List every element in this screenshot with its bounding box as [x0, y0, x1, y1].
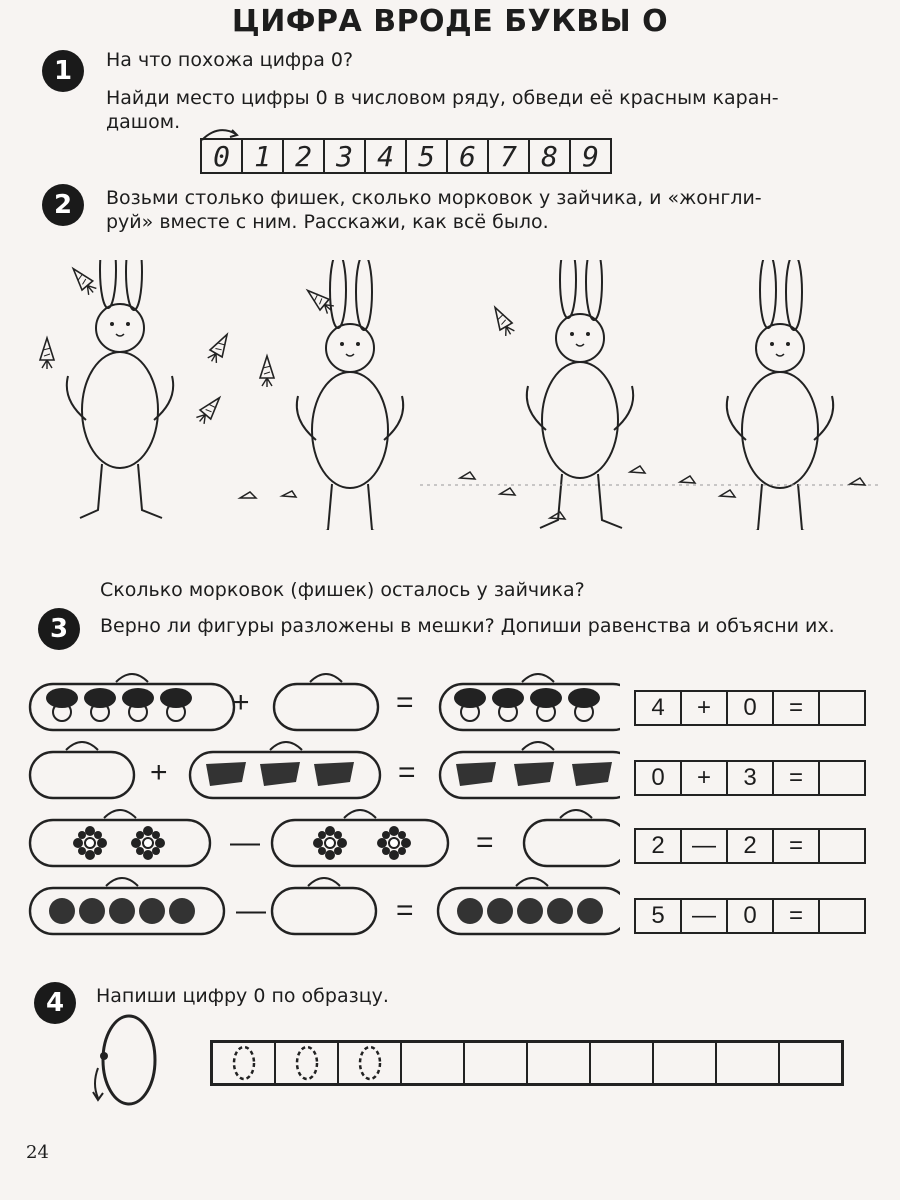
- tracing-cell[interactable]: [339, 1043, 402, 1083]
- bag: [30, 820, 210, 866]
- carrot-icon: [240, 492, 256, 498]
- carrot-icon: [500, 488, 515, 495]
- dot-shapes: [49, 898, 195, 924]
- carrot-icon: [260, 356, 274, 387]
- writing-cell[interactable]: [654, 1043, 717, 1083]
- mushroom-shapes: [46, 688, 192, 721]
- equals-sign: =: [476, 826, 494, 859]
- carrot-icon: [282, 491, 296, 497]
- eq-cell: +: [682, 692, 728, 724]
- answer-cell[interactable]: [820, 692, 864, 724]
- flag-icon: [206, 762, 354, 786]
- operator: —: [230, 826, 260, 859]
- dashed-zero-icon: [226, 1045, 262, 1081]
- task-number-2: 2: [42, 184, 84, 226]
- equals-sign: =: [396, 686, 414, 719]
- carrot-icon: [630, 466, 645, 473]
- eq-cell: =: [774, 830, 820, 862]
- number-cell[interactable]: 1: [243, 140, 284, 172]
- dot-shapes: [457, 898, 603, 924]
- writing-cell[interactable]: [717, 1043, 780, 1083]
- carrot-icon: [68, 264, 99, 297]
- task-number-1: 1: [42, 50, 84, 92]
- dashed-zero-icon: [352, 1045, 388, 1081]
- task3-question: Сколько морковок (фишек) осталось у зайчика?: [100, 579, 585, 601]
- flower-icon: [313, 826, 411, 860]
- number-cell[interactable]: 4: [366, 140, 407, 172]
- number-cell[interactable]: 8: [530, 140, 571, 172]
- number-line: [200, 138, 612, 174]
- number-cell[interactable]: 0: [202, 140, 243, 172]
- rabbit-2: [297, 260, 403, 530]
- task2-line2: руй» вместе с ним. Расскажи, как всё было.: [106, 211, 549, 233]
- equation-row: [634, 898, 866, 934]
- carrot-icon: [680, 476, 695, 483]
- eq-cell: +: [682, 762, 728, 794]
- page-number: 24: [26, 1142, 49, 1163]
- writing-cell[interactable]: [402, 1043, 465, 1083]
- equation-row: [634, 828, 866, 864]
- writing-cell[interactable]: [591, 1043, 654, 1083]
- rabbit-illustration: [20, 260, 880, 530]
- carrot-icon: [720, 490, 735, 497]
- tracing-cell[interactable]: [276, 1043, 339, 1083]
- dashed-zero-icon: [289, 1045, 325, 1081]
- carrot-icon: [206, 331, 234, 365]
- operator: —: [236, 894, 266, 927]
- answer-cell[interactable]: [820, 830, 864, 862]
- bag-empty: [524, 820, 620, 866]
- tracing-cell[interactable]: [213, 1043, 276, 1083]
- task4-instruction: Напиши цифру 0 по образцу.: [96, 985, 389, 1007]
- eq-cell: =: [774, 900, 820, 932]
- carrot-icon: [40, 338, 54, 369]
- writing-cell[interactable]: [528, 1043, 591, 1083]
- zero-sample-icon: [84, 1010, 174, 1110]
- equals-sign: =: [396, 894, 414, 927]
- rabbit-1: [67, 260, 173, 518]
- task1-line1: Найди место цифры 0 в числовом ряду, обведи её красным каран-: [106, 87, 779, 109]
- answer-cell[interactable]: [820, 900, 864, 932]
- task-number-3: 3: [38, 608, 80, 650]
- eq-cell: =: [774, 692, 820, 724]
- bag-empty: [30, 752, 134, 798]
- number-cell[interactable]: 2: [284, 140, 325, 172]
- eq-cell: —: [682, 830, 728, 862]
- flag-icon: [456, 762, 612, 786]
- task1-line2: дашом.: [106, 111, 181, 133]
- writing-grid: [210, 1040, 844, 1086]
- eq-cell: —: [682, 900, 728, 932]
- equation-row: [634, 690, 866, 726]
- bags-area: [20, 660, 620, 950]
- bag-empty: [274, 684, 378, 730]
- eq-cell: 3: [728, 762, 774, 794]
- flower-icon: [73, 826, 165, 860]
- number-cell[interactable]: 5: [407, 140, 448, 172]
- answer-cell[interactable]: [820, 762, 864, 794]
- carrot-icon: [460, 472, 475, 479]
- eq-cell: 5: [636, 900, 682, 932]
- operator: +: [150, 756, 168, 789]
- eq-cell: 0: [728, 900, 774, 932]
- rabbit-4: [727, 260, 833, 530]
- task-number-4: 4: [34, 982, 76, 1024]
- eq-cell: 2: [728, 830, 774, 862]
- task2-line1: Возьми столько фишек, сколько морковок у зайчика, и «жонгли-: [106, 187, 762, 209]
- number-cell[interactable]: 9: [582, 139, 599, 173]
- writing-cell[interactable]: [465, 1043, 528, 1083]
- carrot-icon: [194, 393, 225, 426]
- number-cell[interactable]: 6: [448, 140, 489, 172]
- equals-sign: =: [398, 756, 416, 789]
- task3-instruction: Верно ли фигуры разложены в мешки? Допиши равенства и объясни их.: [100, 615, 835, 637]
- operator: +: [232, 686, 250, 719]
- carrot-icon: [850, 478, 865, 485]
- equation-row: [634, 760, 866, 796]
- number-cell[interactable]: 7: [489, 140, 530, 172]
- eq-cell: 4: [636, 692, 682, 724]
- rabbit-3: [527, 260, 633, 528]
- page-title: ЦИФРА ВРОДЕ БУКВЫ О: [231, 4, 669, 39]
- eq-cell: =: [774, 762, 820, 794]
- eq-cell: 0: [728, 692, 774, 724]
- bag: [272, 820, 448, 866]
- eq-cell: 0: [636, 762, 682, 794]
- eq-cell: 2: [636, 830, 682, 862]
- task1-question: На что похожа цифра 0?: [106, 49, 354, 71]
- carrot-icon: [489, 304, 517, 338]
- number-cell[interactable]: 3: [325, 140, 366, 172]
- writing-cell[interactable]: [780, 1043, 841, 1083]
- bag-empty: [272, 888, 376, 934]
